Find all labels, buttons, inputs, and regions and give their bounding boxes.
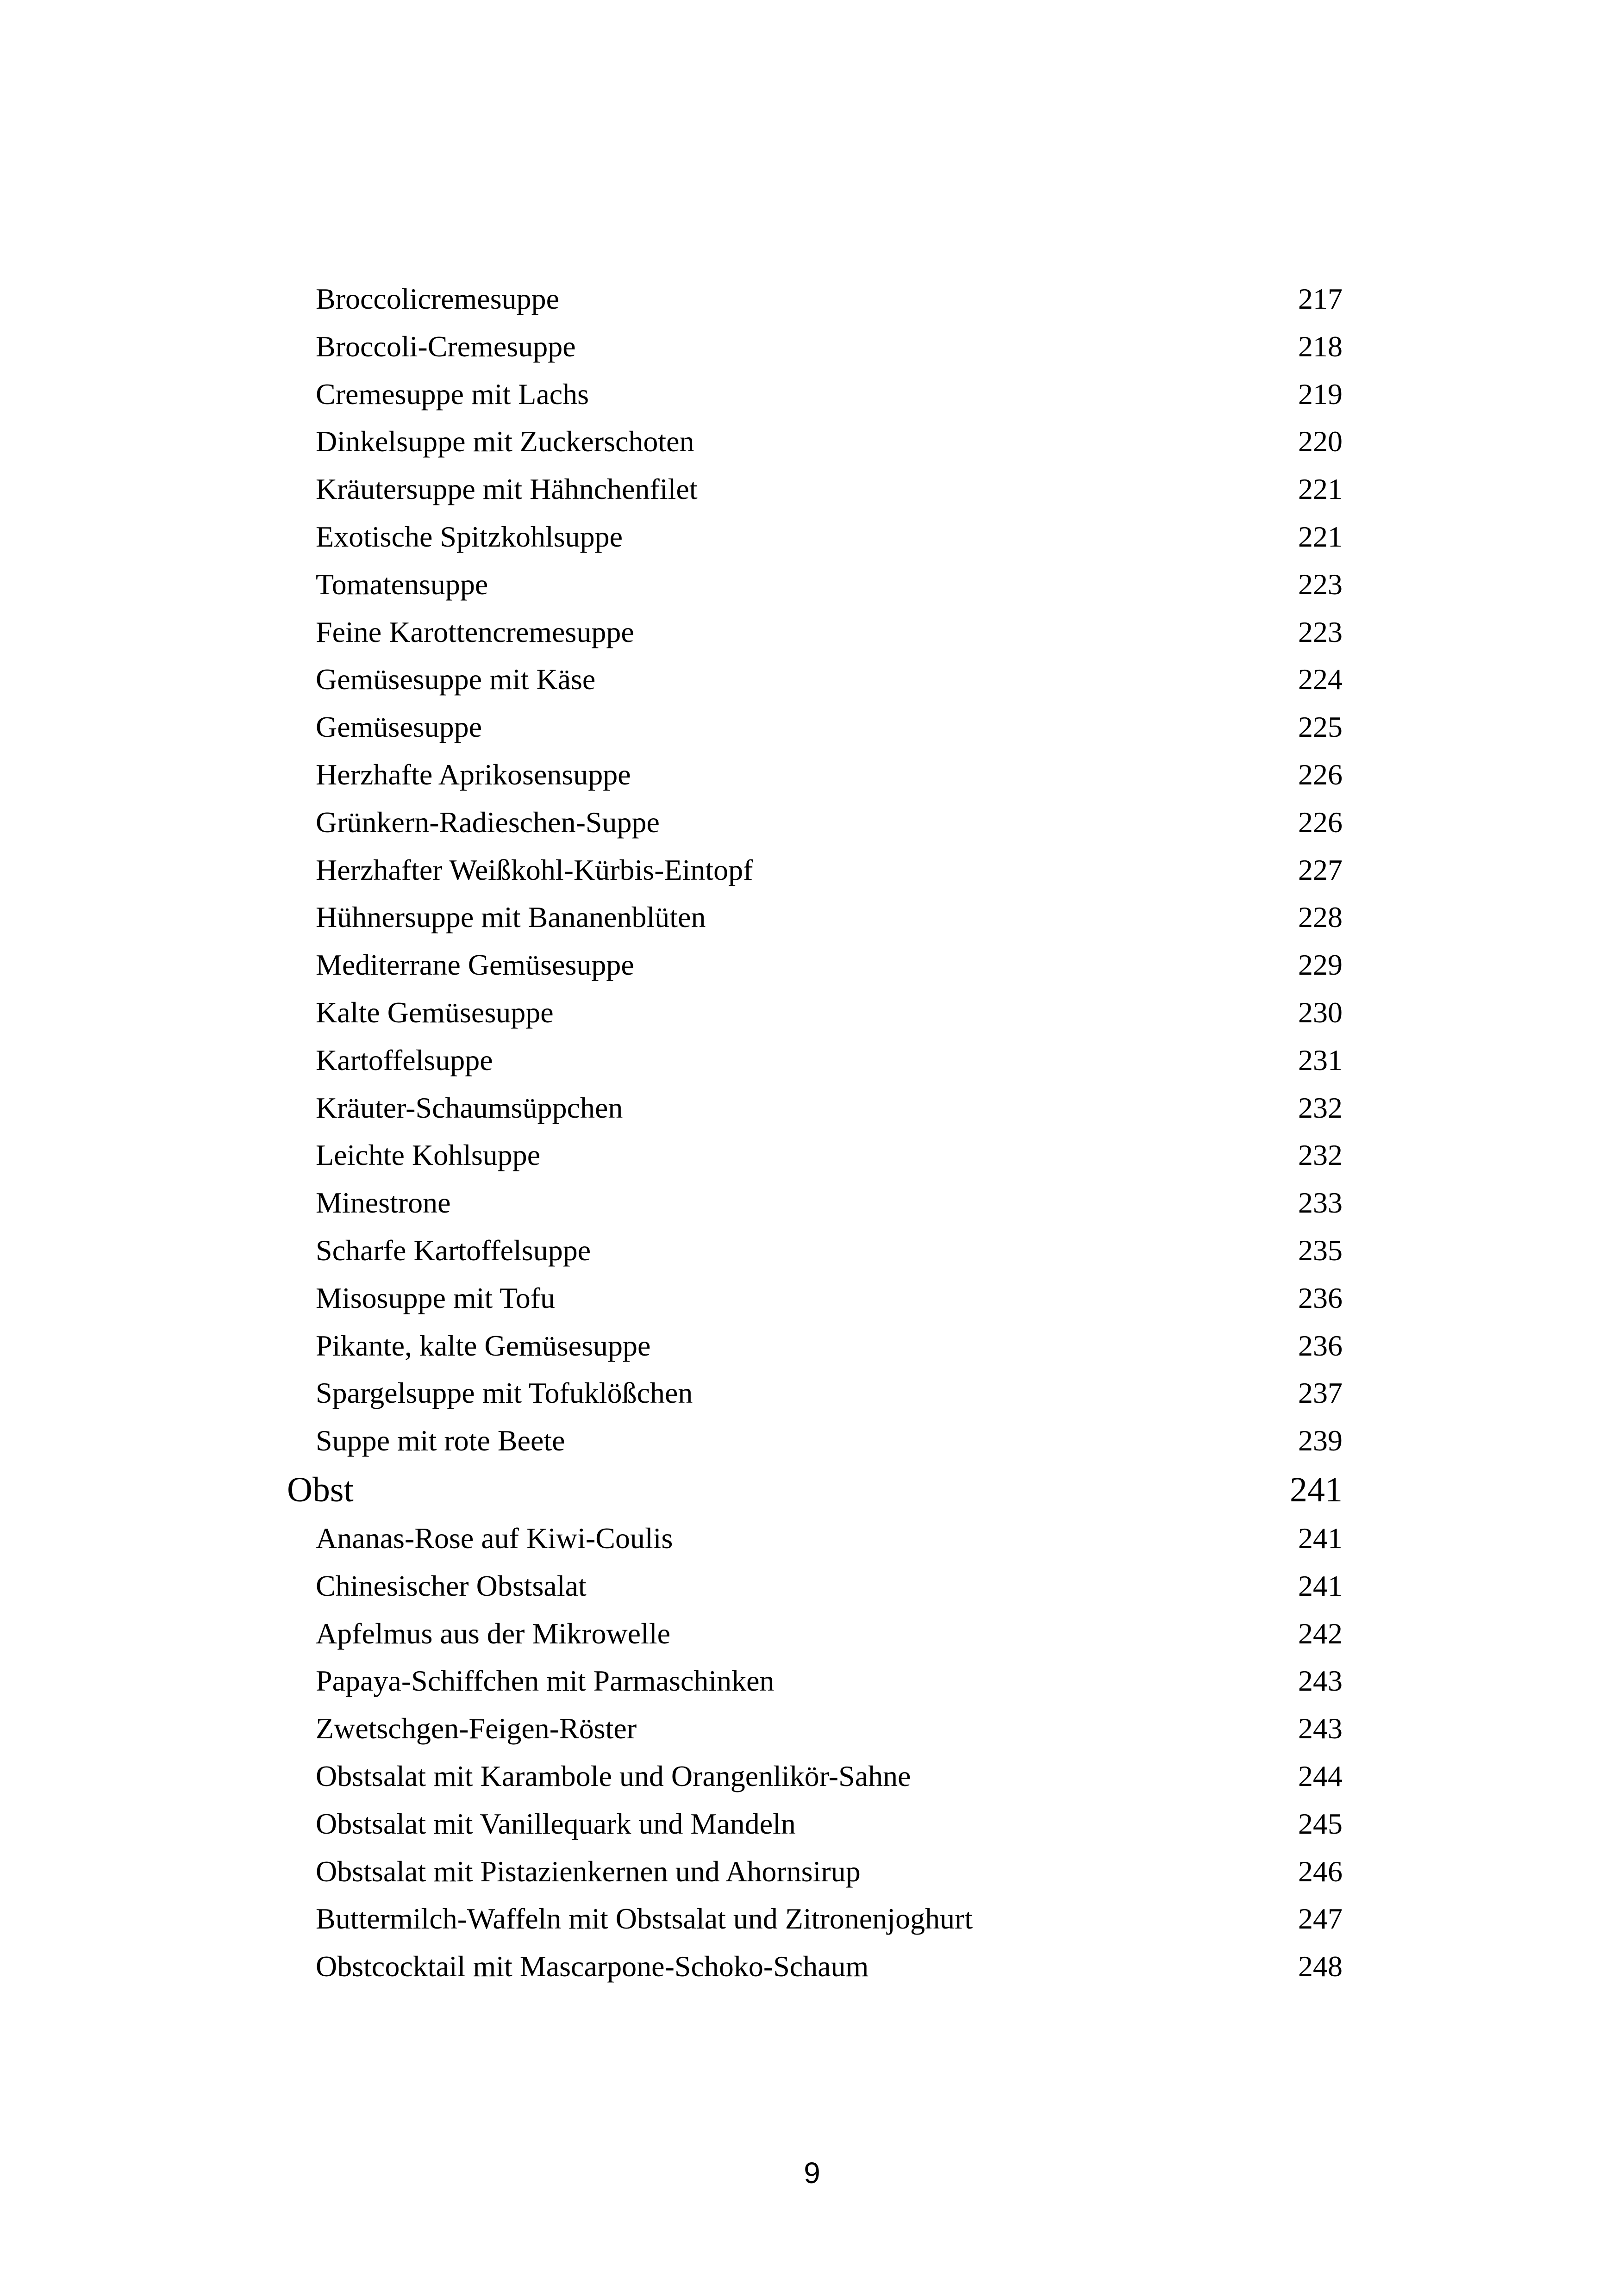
toc-entry [287, 561, 1343, 609]
toc-entry [287, 466, 1343, 513]
toc-entry-title: Hühnersuppe mit Bananenblüten [316, 901, 706, 934]
toc-entry-page-number: 231 [1298, 1043, 1343, 1076]
toc-entry [287, 1610, 1343, 1658]
toc-entry [287, 323, 1343, 371]
toc-entry-page-number: 225 [1298, 710, 1343, 744]
toc-entry [287, 1895, 1343, 1943]
toc-entry-title: Chinesischer Obstsalat [316, 1569, 587, 1602]
toc-entry-page-number: 230 [1298, 996, 1343, 1029]
toc-entry-title: Papaya-Schiffchen mit Parmaschinken [316, 1664, 775, 1698]
toc-entry-page-number: 232 [1298, 1091, 1343, 1124]
toc-entry-page-number: 227 [1298, 853, 1343, 886]
toc-entry-page-number: 217 [1298, 282, 1343, 315]
toc-entry-page-number: 244 [1298, 1759, 1343, 1792]
toc-entry-title: Misosuppe mit Tofu [316, 1281, 556, 1314]
toc-entry [287, 656, 1343, 703]
toc-entry [287, 1800, 1343, 1848]
toc-entry-page-number: 223 [1298, 615, 1343, 648]
toc-entry [287, 989, 1343, 1037]
toc-entry-page-number: 226 [1298, 758, 1343, 791]
toc-entry-page-number: 226 [1298, 805, 1343, 839]
toc-entry-title: Kräutersuppe mit Hähnchenfilet [316, 473, 698, 506]
toc-entry-title: Broccolicremesuppe [316, 282, 559, 315]
toc-entry [287, 751, 1343, 799]
toc-entry-page-number: 232 [1298, 1139, 1343, 1172]
toc-entry-page-number: 239 [1298, 1424, 1343, 1457]
toc-entry [287, 1657, 1343, 1705]
toc-entry-title: Herzhafter Weißkohl-Kürbis-Eintopf [316, 853, 753, 886]
toc-entry-title: Feine Karottencremesuppe [316, 615, 634, 648]
toc-entry [287, 1417, 1343, 1465]
toc-entry-page-number: 247 [1298, 1902, 1343, 1935]
toc-section-title: Obst [287, 1470, 354, 1509]
toc-entry-title: Leichte Kohlsuppe [316, 1139, 541, 1172]
toc-entry-page-number: 241 [1298, 1521, 1343, 1555]
toc-entry-title: Kräuter-Schaumsüppchen [316, 1091, 623, 1124]
toc-entry [287, 275, 1343, 323]
toc-entry-page-number: 243 [1298, 1664, 1343, 1698]
toc-entry-title: Ananas-Rose auf Kiwi-Coulis [316, 1521, 673, 1555]
toc-entry-page-number: 219 [1298, 377, 1343, 411]
toc-entry [287, 1275, 1343, 1322]
toc-entry [287, 894, 1343, 941]
toc-entry [287, 1705, 1343, 1753]
toc-entry-title: Suppe mit rote Beete [316, 1424, 565, 1457]
toc-entry-page-number: 242 [1298, 1617, 1343, 1650]
toc-entry-page-number: 246 [1298, 1854, 1343, 1888]
toc-entry-title: Gemüsesuppe mit Käse [316, 663, 596, 696]
toc-entry-title: Minestrone [316, 1186, 451, 1220]
toc-entry [287, 1562, 1343, 1610]
toc-entry-title: Broccoli-Cremesuppe [316, 330, 576, 363]
toc-entry-page-number: 236 [1298, 1281, 1343, 1314]
toc-entry [287, 1179, 1343, 1227]
page-number: 9 [804, 2156, 820, 2190]
toc-entry [287, 846, 1343, 894]
toc-entry-page-number: 229 [1298, 948, 1343, 982]
toc-entry-title: Buttermilch-Waffeln mit Obstsalat und Zitronenjoghurt [316, 1902, 973, 1935]
toc-entry [287, 1848, 1343, 1896]
toc-entry-title: Kalte Gemüsesuppe [316, 996, 554, 1029]
toc-entry-page-number: 218 [1298, 330, 1343, 363]
toc-entry [287, 1322, 1343, 1370]
toc-entry [287, 1515, 1343, 1562]
toc-entry-title: Grünkern-Radieschen-Suppe [316, 805, 660, 839]
toc-entry-title: Scharfe Kartoffelsuppe [316, 1233, 591, 1267]
toc-entry-page-number: 221 [1298, 520, 1343, 553]
toc-entry [287, 1037, 1343, 1084]
toc-entry-title: Obstsalat mit Vanillequark und Mandeln [316, 1807, 796, 1840]
toc-entry [287, 1369, 1343, 1417]
toc-entry-title: Herzhafte Aprikosensuppe [316, 758, 631, 791]
toc-entry-title: Apfelmus aus der Mikrowelle [316, 1617, 671, 1650]
toc-entry-page-number: 248 [1298, 1950, 1343, 1983]
toc-entry-title: Dinkelsuppe mit Zuckerschoten [316, 425, 694, 458]
toc-entry [287, 1753, 1343, 1800]
toc-entry [287, 799, 1343, 846]
toc-entry-page-number: 221 [1298, 473, 1343, 506]
toc-section-page-number: 241 [1290, 1470, 1343, 1509]
toc-entry-page-number: 224 [1298, 663, 1343, 696]
toc-entry-page-number: 236 [1298, 1329, 1343, 1362]
toc-entry-page-number: 228 [1298, 901, 1343, 934]
toc-entry-title: Obstsalat mit Pistazienkernen und Ahornsirup [316, 1854, 861, 1888]
toc-entry-page-number: 245 [1298, 1807, 1343, 1840]
toc-entry [287, 1227, 1343, 1275]
toc-entry [287, 1132, 1343, 1179]
toc-entry [287, 941, 1343, 989]
toc-entry-title: Kartoffelsuppe [316, 1043, 493, 1076]
toc-entry-page-number: 235 [1298, 1233, 1343, 1267]
toc-entry-title: Cremesuppe mit Lachs [316, 377, 589, 411]
toc-entry [287, 1943, 1343, 1991]
toc-entry-title: Zwetschgen-Feigen-Röster [316, 1712, 637, 1745]
toc-entry-page-number: 241 [1298, 1569, 1343, 1602]
toc-entry-page-number: 223 [1298, 567, 1343, 601]
toc-entry [287, 418, 1343, 466]
toc-entry-page-number: 233 [1298, 1186, 1343, 1220]
toc-entry-title: Obstcocktail mit Mascarpone-Schoko-Schaum [316, 1950, 869, 1983]
toc-entry-title: Obstsalat mit Karambole und Orangenlikör-Sahne [316, 1759, 911, 1792]
toc-entry [287, 371, 1343, 418]
toc-entry-page-number: 220 [1298, 425, 1343, 458]
toc-entry-page-number: 237 [1298, 1376, 1343, 1410]
toc-entry-title: Spargelsuppe mit Tofuklößchen [316, 1376, 693, 1410]
toc-entry [287, 609, 1343, 656]
toc-entry-title: Gemüsesuppe [316, 710, 482, 744]
toc-entry [287, 703, 1343, 751]
toc-entry-page-number: 243 [1298, 1712, 1343, 1745]
table-of-contents [287, 275, 1343, 1991]
toc-entry-title: Mediterrane Gemüsesuppe [316, 948, 634, 982]
toc-entry [287, 513, 1343, 561]
toc-entry-title: Exotische Spitzkohlsuppe [316, 520, 623, 553]
toc-entry-title: Pikante, kalte Gemüsesuppe [316, 1329, 651, 1362]
toc-entry [287, 1084, 1343, 1132]
toc-entry-title: Tomatensuppe [316, 567, 488, 601]
toc-section-heading [287, 1465, 1343, 1515]
